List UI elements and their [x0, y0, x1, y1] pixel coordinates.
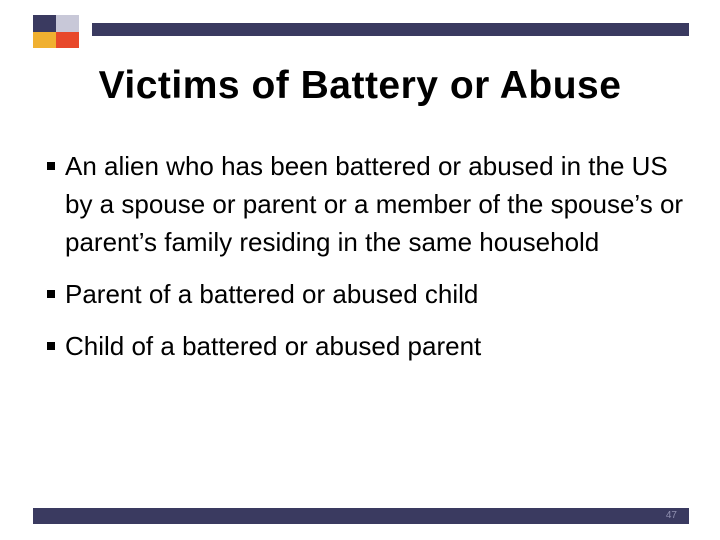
logo-square-lavender	[56, 15, 79, 32]
bullet-item	[45, 275, 685, 313]
bullet-text: An alien who has been battered or abused in the US by a spouse or parent or a member of the spouse’s or parent’s family residing in the same household	[65, 151, 684, 257]
logo-square-navy	[33, 15, 56, 32]
bullet-text: Parent of a battered or abused child	[65, 279, 479, 309]
bullet-list	[45, 147, 685, 365]
bullet-text: Child of a battered or abused parent	[65, 331, 482, 361]
bottom-accent-bar	[33, 508, 689, 524]
bullet-item	[45, 327, 685, 365]
bullet-square-icon	[47, 342, 55, 350]
logo-square-yellow	[33, 32, 56, 48]
bullet-item	[45, 147, 685, 261]
page-number: 47	[665, 510, 677, 521]
logo-square-red	[56, 32, 79, 48]
bullet-square-icon	[47, 162, 55, 170]
slide-title: Victims of Battery or Abuse	[98, 64, 622, 107]
top-accent-bar	[92, 23, 689, 36]
bullet-square-icon	[47, 290, 55, 298]
